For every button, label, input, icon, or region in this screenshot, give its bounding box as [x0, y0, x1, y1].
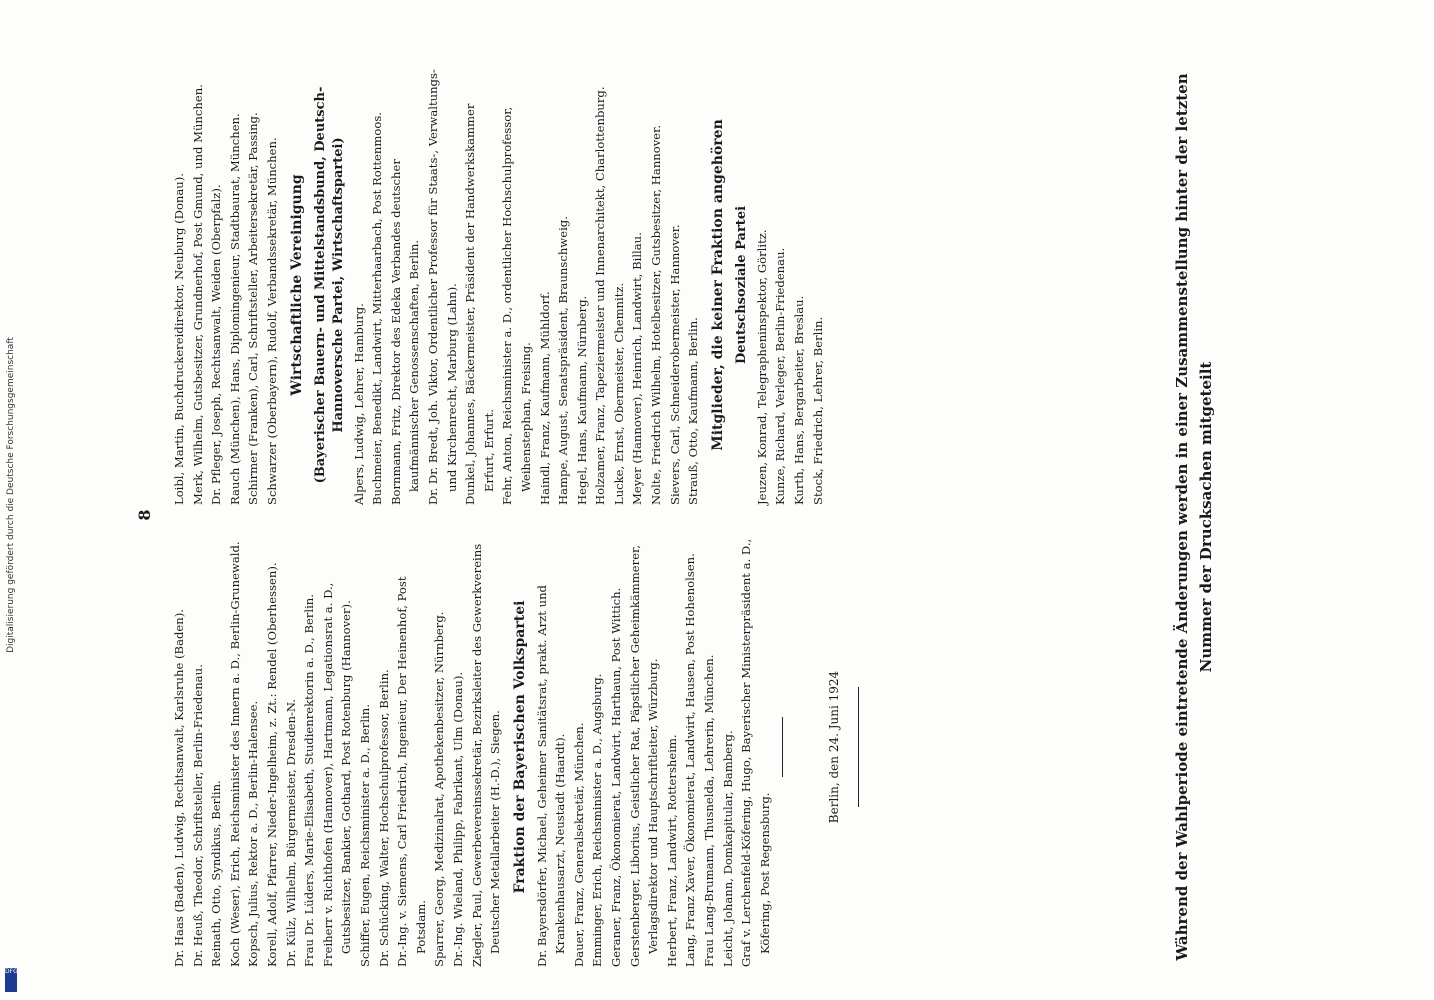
member-entry: Dr. Bayersdörfer, Michael, Geheimer Sanitätsrat, prakt. Arzt und Krankenhausarzt, Neustadt (Haardt). [534, 585, 568, 967]
member-entry: Herbert, Franz, Landwirt, Rottersheim. [664, 734, 679, 967]
member-entry: Geraner, Franz, Ökonomierat, Landwirt, Harthaun, Post Wittich. [609, 587, 624, 967]
member-entry: Meyer (Hannover), Heinrich, Landwirt, Billau. [630, 232, 645, 505]
member-entry: Korell, Adolf, Pfarrer, Nieder-Ingelheim, z. Zt.: Rendel (Oberhessen). [264, 562, 279, 967]
member-entry: Schwarzer (Oberbayern), Rudolf, Verbandssekretär, München. [264, 137, 279, 505]
member-entry: Haindl, Franz, Kaufmann, Mühldorf. [537, 291, 552, 505]
member-entry: Leicht, Johann, Domkapitular, Bamberg. [720, 730, 735, 967]
footer-note: Während der Wahlperiode eintretende Änderungen werden in einer Zusammenstellung hinter der letzten Nummer der Drucksachen mitgeteilt [1173, 73, 1215, 961]
member-entry: Lucke, Ernst, Obermeister, Chemnitz. [611, 282, 626, 505]
member-entry: Kunze, Richard, Verleger, Berlin-Friedenau. [773, 247, 788, 505]
member-entry: Hegel, Hans, Kaufmann, Nürnberg. [574, 295, 589, 505]
member-entry: Frau Lang-Brumann, Thusnelda, Lehrerin, München. [702, 654, 717, 967]
member-entry: Loibl, Martin, Buchdruckereidirektor, Neuburg (Donau). [172, 173, 186, 505]
member-entry: Holzamer, Franz, Tapeziermeister und Innenarchitekt, Charlottenburg. [593, 86, 608, 505]
dfg-logo-icon: DFG [5, 968, 17, 992]
member-list-wv [350, 65, 703, 505]
digitization-credit [1, 0, 23, 1000]
section-heading-independent: Mitglieder, die keiner Fraktion angehören [709, 119, 726, 451]
divider [782, 717, 783, 777]
section-heading-wv: Wirtschaftliche Vereinigung [288, 174, 305, 396]
member-entry: Dunkel, Johannes, Bäckermeister, Präsident der Handwerkskammer Erfurt, Erfurt. [463, 103, 496, 505]
date-line: Berlin, den 24. Juni 1924 [827, 670, 842, 824]
member-entry: Dr. Külz, Wilhelm, Bürgermeister, Dresden-N. [283, 699, 298, 967]
member-entry: Frau Dr. Lüders, Marie-Elisabeth, Studienrektorin a. D., Berlin. [302, 594, 317, 967]
member-list-ds [753, 65, 827, 505]
member-entry: Fehr, Anton, Reichsminister a. D., ordentlicher Hochschulprofessor, Weihenstephan, Freising. [500, 106, 533, 505]
member-entry: Dauer, Franz, Generalsekretär, München. [571, 722, 586, 967]
member-entry: Alpers, Ludwig, Lehrer, Hamburg. [351, 303, 366, 505]
member-entry: Graf v. Lerchenfeld-Köfering, Hugo, Bayerischer Ministerpräsident a. D., Köfering, Post Regensburg. [739, 538, 772, 967]
member-entry: Kopsch, Julius, Rektor a. D., Berlin-Halensee. [246, 700, 261, 967]
member-entry: Schiffer, Eugen, Reichsminister a. D., Berlin. [357, 704, 372, 967]
member-entry: Stock, Friedrich, Lehrer, Berlin. [810, 316, 825, 505]
member-entry: Nolte, Friedrich Wilhelm, Hotelbesitzer, Gutsbesitzer, Hannover. [649, 124, 664, 505]
member-entry: Buchmeier, Benedikt, Landwirt, Mitterhaarbach, Post Rottenmoos. [370, 112, 385, 505]
credit-text: Digitalisierung gefördert durch die Deutsche Forschungsgemeinschaft [6, 337, 16, 653]
member-entry: Reinath, Otto, Syndikus, Berlin. [209, 780, 224, 967]
member-entry: Dr. Pfleger, Joseph, Rechtsanwalt, Weiden (Oberpfalz). [209, 184, 224, 505]
member-list-bvp [533, 527, 775, 967]
left-column [170, 527, 859, 967]
member-entry: Strauß, Otto, Kaufmann, Berlin. [686, 317, 701, 505]
page-number: 8 [135, 509, 154, 521]
member-entry: Merk, Wilhelm, Gutsbesitzer, Grundnerhof, Post Gmund, und München. [190, 84, 205, 505]
member-entry: Lang, Franz Xaver, Ökonomierat, Landwirt, Hausen, Post Hohenolsen. [683, 553, 698, 967]
section-subheading-ds: Deutschsoziale Partei [733, 205, 749, 365]
right-column [170, 65, 827, 505]
member-entry: Dr. Schücking, Walter, Hochschulprofessor, Berlin. [376, 669, 391, 967]
member-entry: Dr. Haas (Baden), Ludwig, Rechtsanwalt, Karlsruhe (Baden). [172, 609, 186, 967]
member-entry: Jeuzen, Konrad, Telegrapheninspektor, Görlitz. [754, 229, 769, 505]
member-entry: Dr.-Ing. v. Siemens, Carl Friedrich, Ingenieur, Der Heinenhof, Post Potsdam. [395, 576, 428, 967]
member-entry: Gerstenberger, Liborius, Geistlicher Rat, Päpstlicher Geheimkämmerer, Verlagsdirektor und Hauptschriftleiter, Würzburg. [627, 544, 661, 967]
member-entry: Dr. Heuß, Theodor, Schriftsteller, Berlin-Friedenau. [190, 664, 205, 967]
member-entry: Freiherr v. Richthofen (Hannover), Hartmann, Legationsrat a. D., Gutsbesitzer, Bankier, Gothard, Post Rotenburg (Hannover). [320, 582, 354, 967]
member-list-ddp [170, 527, 505, 967]
rotated-page-content [135, 45, 1350, 985]
member-entry: Hampe, August, Senatspräsident, Braunschweig. [556, 216, 571, 505]
member-entry: Ziegler, Paul, Gewerbevereinssekretär, Bezirksleiter des Gewerkvereins Deutscher Metallarbeiter (H.-D.), Siegen. [469, 543, 503, 967]
member-entry: Koch (Weser), Erich, Reichsminister des Innern a. D., Berlin-Grunewald. [227, 541, 242, 967]
member-entry: Emminger, Erich, Reichsminister a. D., Augsburg. [590, 673, 605, 967]
member-list-bvp-cont [170, 65, 282, 505]
section-heading-bvp: Fraktion der Bayerischen Volkspartei [511, 600, 528, 894]
divider [858, 687, 859, 807]
member-entry: Sievers, Carl, Schneiderobermeister, Hannover. [667, 224, 682, 505]
member-entry: Dr. Dr. Bredt, Joh. Viktor, Ordentlicher Professor für Staats-, Verwaltungs- und Kirchenrecht, Marburg (Lahn). [425, 69, 459, 505]
member-entry: Schirmer (Franken), Carl, Schriftsteller, Arbeitersekretär, Passing. [246, 112, 261, 505]
section-subheading-wv: (Bayerischer Bauern- und Mittelstandsbund, Deutsch-Hannoversche Partei, Wirtschaftspartei) [312, 86, 346, 484]
member-entry: Dr.-Ing. Wieland, Philipp, Fabrikant, Ulm (Donau). [450, 671, 465, 967]
member-entry: Bornmann, Fritz, Direktor des Edeka Verbandes deutscher kaufmännischer Genossenschaften, Berlin. [388, 159, 422, 505]
member-entry: Sparrer, Georg, Medizinalrat, Apothekenbesitzer, Nürnberg. [432, 611, 447, 967]
member-entry: Kurth, Hans, Bergarbeiter, Breslau. [792, 295, 807, 505]
member-entry: Rauch (München), Hans, Diplomingenieur, Stadtbaurat, München. [227, 113, 242, 505]
